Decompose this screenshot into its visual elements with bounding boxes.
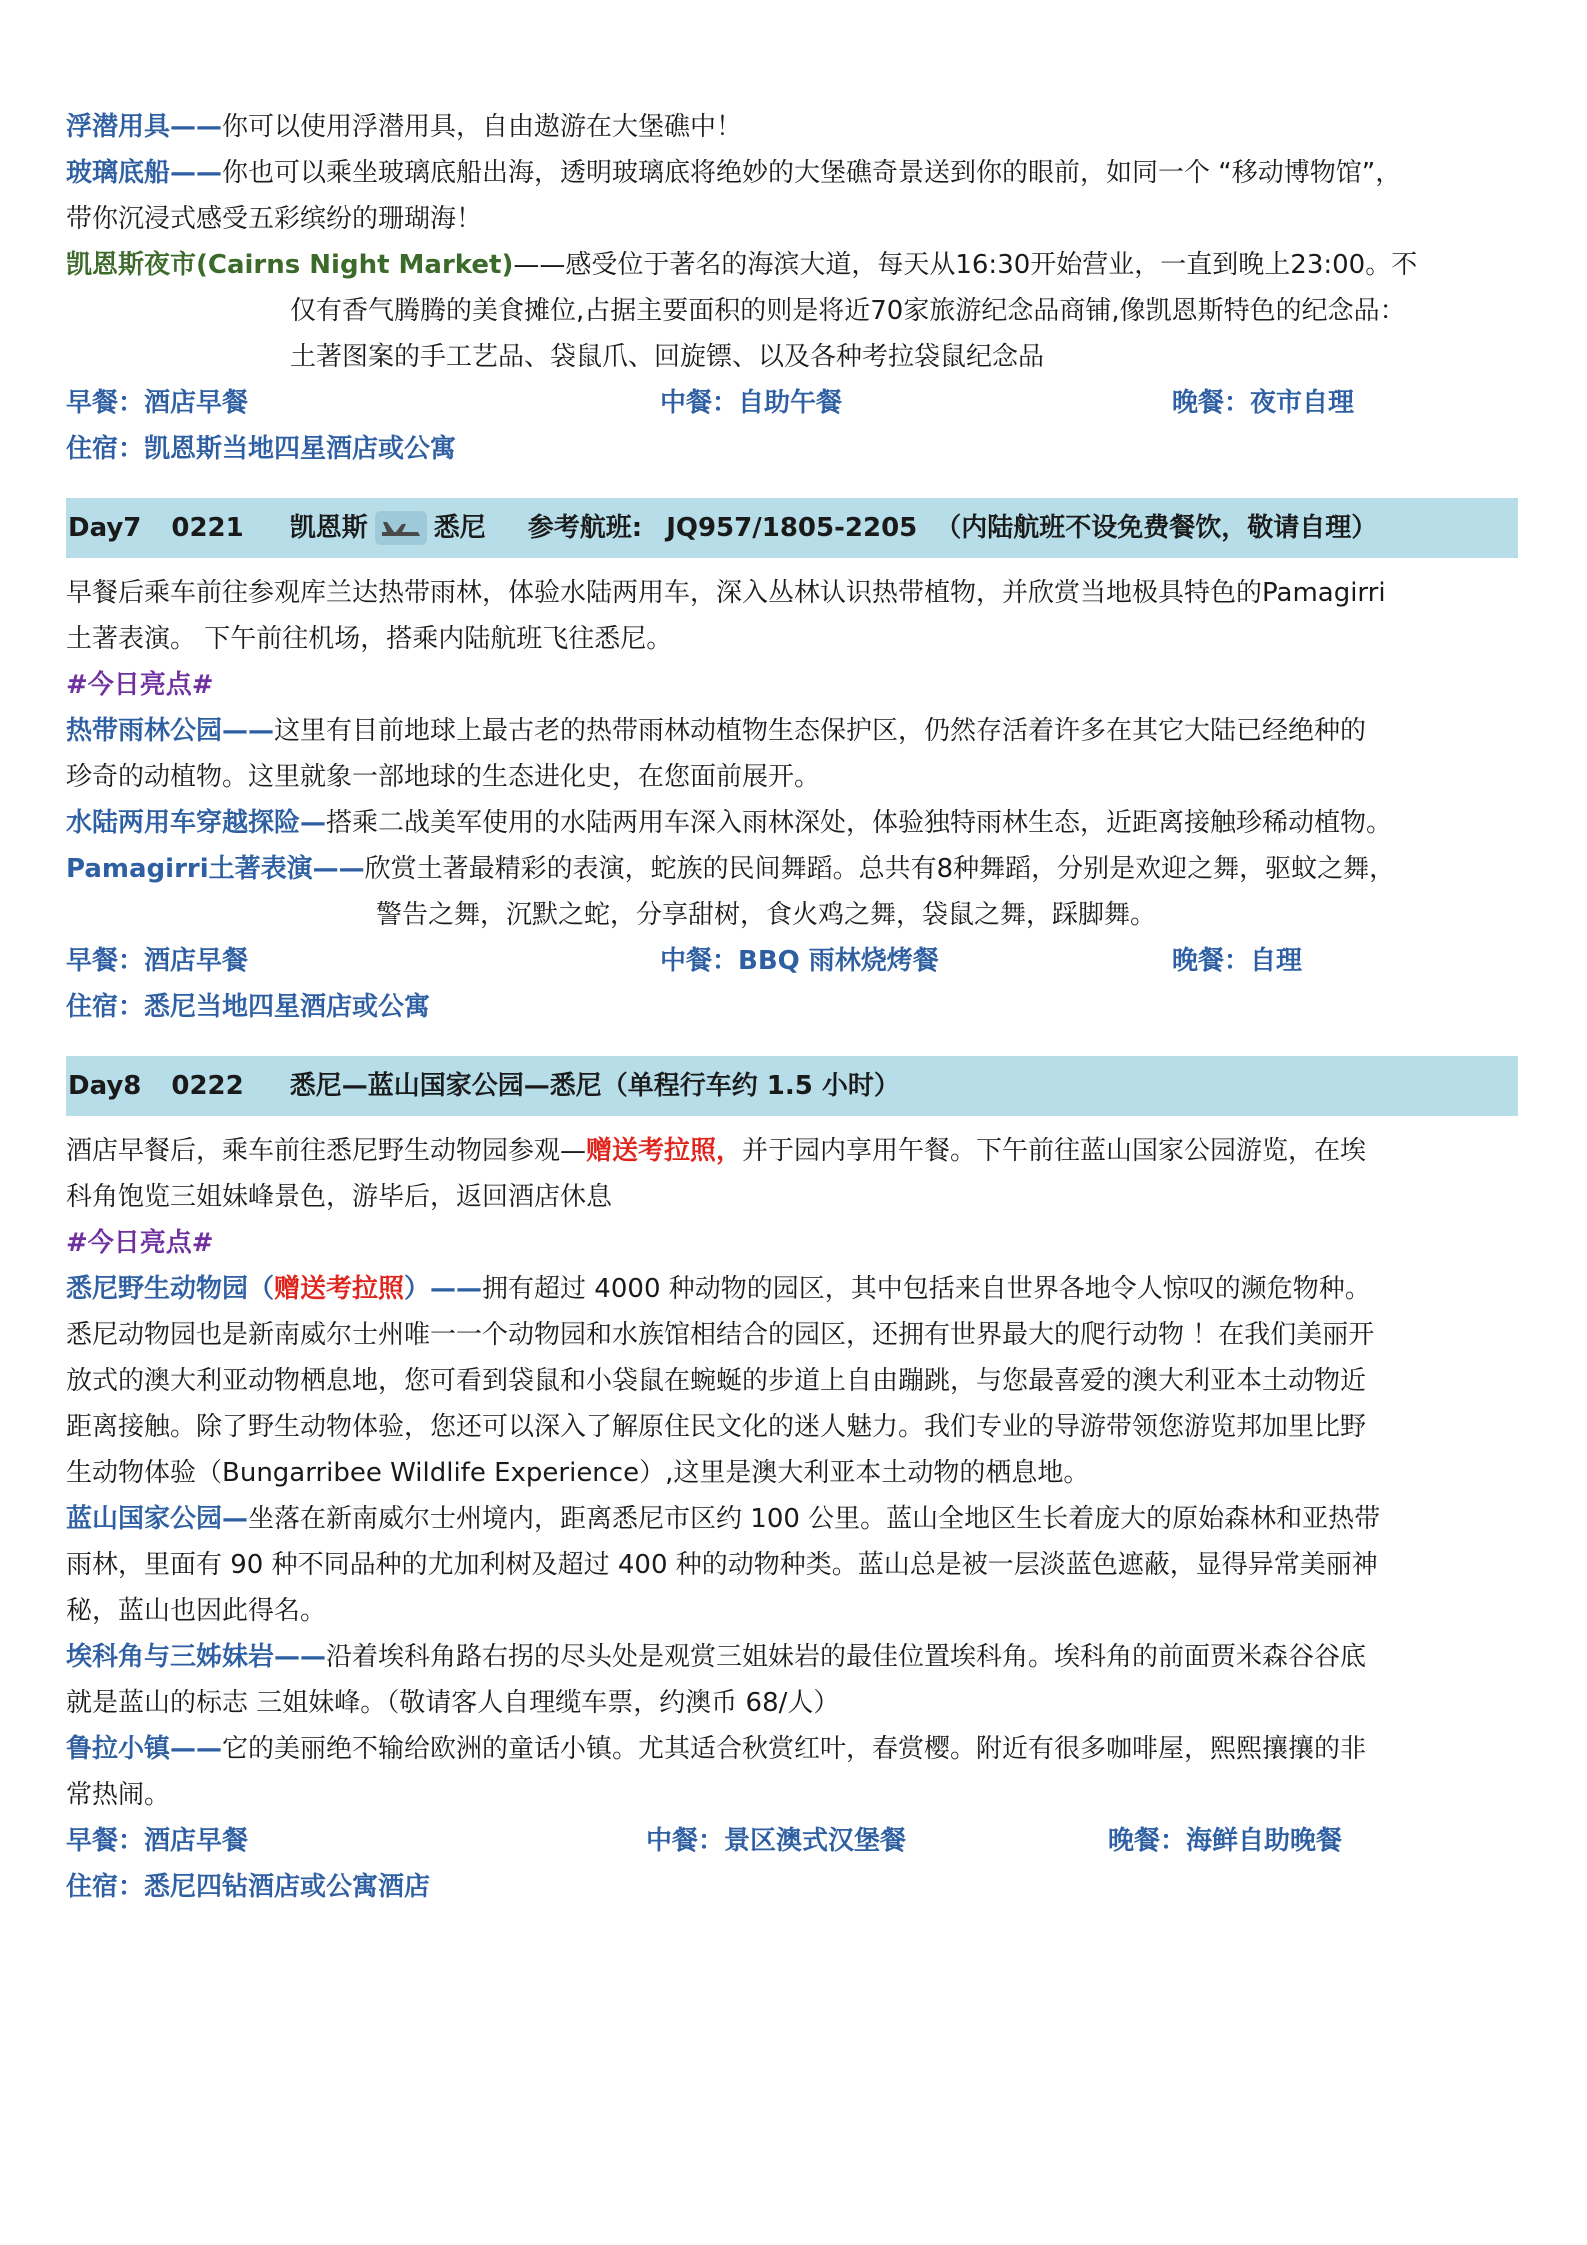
day7-note: （内陆航班不设免费餐饮，敬请自理） bbox=[935, 513, 1378, 543]
zoo-title: 悉尼野生动物园（ bbox=[66, 1274, 275, 1304]
glass-boat-title: 玻璃底船 bbox=[66, 158, 171, 188]
echo-point-dash: —— bbox=[274, 1642, 327, 1672]
leura-row bbox=[66, 1726, 1518, 1772]
amphibious-title: 水陆两用车穿越探险 bbox=[66, 808, 301, 838]
day8-meals bbox=[66, 1818, 1518, 1864]
night-market-text-1: 感受位于著名的海滨大道，每天从16:30开始营业，一直到晚上23:00。不 bbox=[565, 250, 1418, 280]
night-market-text-3: 土著图案的手工艺品、袋鼠爪、回旋镖、以及各种考拉袋鼠纪念品 bbox=[290, 342, 1045, 372]
blue-mountains-dash: — bbox=[222, 1504, 249, 1534]
zoo-text-5: 生动物体验（Bungarribee Wildlife Experience）,这里是澳大利亚本土动物的栖息地。 bbox=[66, 1458, 1090, 1488]
blue-mountains-text-2: 雨林，里面有 90 种不同品种的尤加利树及超过 400 种的动物种类。蓝山总是被一层淡蓝色遮蔽，显得异常美丽神 bbox=[66, 1550, 1378, 1580]
blue-mountains-title: 蓝山国家公园 bbox=[66, 1504, 223, 1534]
amphibious-row bbox=[66, 800, 1518, 846]
echo-point-title: 埃科角与三姊妹岩 bbox=[66, 1642, 275, 1672]
day7-hotel: 住宿：悉尼当地四星酒店或公寓 bbox=[66, 992, 431, 1022]
day8-highlights-label: #今日亮点# bbox=[66, 1228, 214, 1258]
day7-to: 悉尼 bbox=[433, 513, 486, 543]
night-market-row bbox=[66, 242, 1518, 288]
pamagirri-text-1: 欣赏土著最精彩的表演，蛇族的民间舞蹈。总共有8种舞蹈，分别是欢迎之舞，驱蚊之舞， bbox=[364, 854, 1396, 884]
day6-breakfast: 早餐：酒店早餐 bbox=[66, 388, 249, 418]
snorkel-title: 浮潜用具 bbox=[66, 112, 171, 142]
blue-mountains-row bbox=[66, 1496, 1518, 1542]
day7-from: 凯恩斯 bbox=[289, 513, 368, 543]
day8-intro-1b: 并于园内享用午餐。下午前往蓝山国家公园游览，在埃 bbox=[742, 1136, 1367, 1166]
blue-mountains-text-3: 秘，蓝山也因此得名。 bbox=[66, 1596, 327, 1626]
leura-title: 鲁拉小镇 bbox=[66, 1734, 171, 1764]
glass-boat-text-1: 你也可以乘坐玻璃底船出海，透明玻璃底将绝妙的大堡礁奇景送到你的眼前，如同一个 “移动博物馆”， bbox=[222, 158, 1402, 188]
day7-flight: JQ957/1805-2205 bbox=[666, 513, 918, 543]
day7-lunch: 中餐：BBQ 雨林烧烤餐 bbox=[660, 946, 939, 976]
day7-header bbox=[66, 498, 1518, 558]
echo-point-text-1: 沿着埃科角路右拐的尽头处是观赏三姐妹岩的最佳位置埃科角。埃科角的前面贾米森谷谷底 bbox=[326, 1642, 1367, 1672]
day8-breakfast: 早餐：酒店早餐 bbox=[66, 1826, 249, 1856]
day8-intro-2: 科角饱览三姐妹峰景色，游毕后，返回酒店休息 bbox=[66, 1182, 613, 1212]
zoo-text-2: 悉尼动物园也是新南威尔士州唯一一个动物园和水族馆相结合的园区，还拥有世界最大的爬行动物 ！在我们美丽开 bbox=[66, 1320, 1375, 1350]
day7-highlights-label: #今日亮点# bbox=[66, 670, 214, 700]
pamagirri-row bbox=[66, 846, 1518, 892]
day6-meals bbox=[66, 380, 1518, 426]
night-market-dash: —— bbox=[513, 250, 566, 280]
rainforest-text-2: 珍奇的动植物。这里就象一部地球的生态进化史，在您面前展开。 bbox=[66, 762, 821, 792]
rainforest-text-1: 这里有目前地球上最古老的热带雨林动植物生态保护区，仍然存活着许多在其它大陆已经绝种的 bbox=[274, 716, 1367, 746]
echo-point-row bbox=[66, 1634, 1518, 1680]
zoo-title-end: ）—— bbox=[404, 1274, 483, 1304]
day8-route: 悉尼—蓝山国家公园—悉尼（单程行车约 1.5 小时） bbox=[289, 1071, 900, 1101]
itinerary-page bbox=[66, 104, 1518, 1910]
echo-point-text-2: 就是蓝山的标志 三姐妹峰。（敬请客人自理缆车票，约澳币 68/人） bbox=[66, 1688, 840, 1718]
snorkel-row bbox=[66, 104, 1518, 150]
day7-flight-label: 参考航班: bbox=[527, 513, 643, 543]
glass-boat-row bbox=[66, 150, 1518, 196]
glass-boat-dash: —— bbox=[170, 158, 223, 188]
zoo-text-3: 放式的澳大利亚动物栖息地，您可看到袋鼠和小袋鼠在蜿蜒的步道上自由蹦跳，与您最喜爱的澳大利亚本土动物近 bbox=[66, 1366, 1367, 1396]
day7-date: 0221 bbox=[171, 513, 244, 543]
day7-intro-2: 土著表演。 下午前往机场，搭乘内陆航班飞往悉尼。 bbox=[66, 624, 673, 654]
amphibious-dash: — bbox=[300, 808, 327, 838]
day7-label: Day7 bbox=[68, 513, 142, 543]
day8-intro-1a: 酒店早餐后，乘车前往悉尼野生动物园参观— bbox=[66, 1136, 587, 1166]
day7-intro-1: 早餐后乘车前往参观库兰达热带雨林，体验水陆两用车，深入丛林认识热带植物，并欣赏当地极具特色的Pamagirri bbox=[66, 578, 1386, 608]
day8-intro-1 bbox=[66, 1128, 1518, 1174]
pamagirri-dash: —— bbox=[312, 854, 365, 884]
leura-text-1: 它的美丽绝不输给欧洲的童话小镇。尤其适合秋赏红叶，春赏樱。附近有很多咖啡屋，熙熙攘攘的非 bbox=[222, 1734, 1367, 1764]
day6-hotel: 住宿：凯恩斯当地四星酒店或公寓 bbox=[66, 434, 457, 464]
day7-breakfast: 早餐：酒店早餐 bbox=[66, 946, 249, 976]
zoo-koala-photo: 赠送考拉照 bbox=[274, 1274, 405, 1304]
zoo-row bbox=[66, 1266, 1518, 1312]
snorkel-text: 你可以使用浮潜用具，自由遨游在大堡礁中！ bbox=[222, 112, 743, 142]
day7-meals bbox=[66, 938, 1518, 984]
night-market-text-2: 仅有香气腾腾的美食摊位,占据主要面积的则是将近70家旅游纪念品商铺,像凯恩斯特色的纪念品： bbox=[290, 296, 1406, 326]
airplane-icon bbox=[374, 510, 428, 546]
day8-lunch: 中餐：景区澳式汉堡餐 bbox=[646, 1826, 907, 1856]
pamagirri-title: Pamagirri土著表演 bbox=[66, 854, 313, 884]
night-market-title: 凯恩斯夜市(Cairns Night Market) bbox=[66, 250, 514, 280]
day7-dinner: 晚餐：自理 bbox=[1172, 946, 1303, 976]
day8-dinner: 晚餐：海鲜自助晚餐 bbox=[1108, 1826, 1343, 1856]
day8-hotel: 住宿：悉尼四钻酒店或公寓酒店 bbox=[66, 1872, 431, 1902]
leura-dash: —— bbox=[170, 1734, 223, 1764]
day8-intro-1-red: 赠送考拉照， bbox=[586, 1136, 743, 1166]
day6-lunch: 中餐：自助午餐 bbox=[660, 388, 843, 418]
day8-label: Day8 bbox=[68, 1071, 142, 1101]
amphibious-text: 搭乘二战美军使用的水陆两用车深入雨林深处，体验独特雨林生态，近距离接触珍稀动植物。 bbox=[326, 808, 1393, 838]
day8-header bbox=[66, 1056, 1518, 1116]
day6-dinner: 晚餐：夜市自理 bbox=[1172, 388, 1355, 418]
day8-date: 0222 bbox=[171, 1071, 244, 1101]
zoo-text-4: 距离接触。除了野生动物体验，您还可以深入了解原住民文化的迷人魅力。我们专业的导游带领您游览邦加里比野 bbox=[66, 1412, 1367, 1442]
glass-boat-text-2: 带你沉浸式感受五彩缤纷的珊瑚海！ bbox=[66, 204, 483, 234]
rainforest-row bbox=[66, 708, 1518, 754]
pamagirri-text-2: 警告之舞，沉默之蛇，分享甜树，食火鸡之舞，袋鼠之舞，踩脚舞。 bbox=[376, 900, 1157, 930]
blue-mountains-text-1: 坐落在新南威尔士州境内，距离悉尼市区约 100 公里。蓝山全地区生长着庞大的原始森林和亚热带 bbox=[248, 1504, 1381, 1534]
rainforest-dash: —— bbox=[222, 716, 275, 746]
snorkel-dash: —— bbox=[170, 112, 223, 142]
rainforest-title: 热带雨林公园 bbox=[66, 716, 223, 746]
zoo-text-1: 拥有超过 4000 种动物的园区，其中包括来自世界各地令人惊叹的濒危物种。 bbox=[482, 1274, 1371, 1304]
leura-text-2: 常热闹。 bbox=[66, 1780, 171, 1810]
